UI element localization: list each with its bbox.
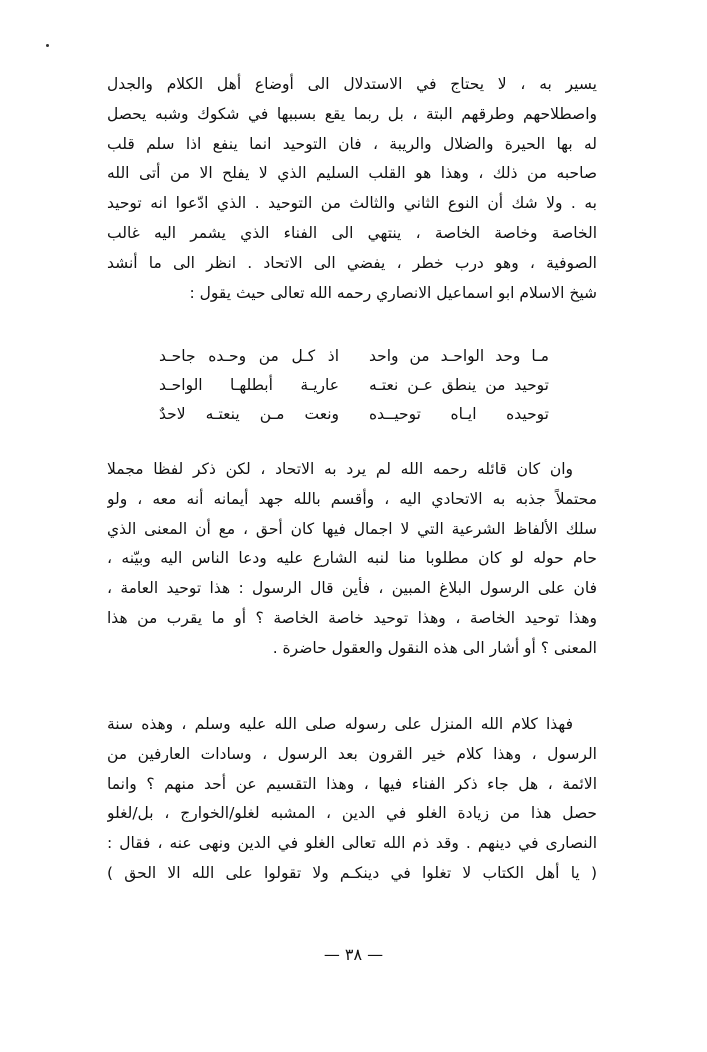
text-line: ( يا أهل الكتاب لا تغلوا في دينكـم ولا تقولوا على الله الا الحق ) [107,863,597,882]
text-line: فان على الرسول البلاغ المبين ، فأين قال الرسول : هذا توحيد العامة ، [107,579,597,598]
page-speck [46,44,49,47]
text-line: حام حوله لو كان مطلوبا منا لنبه الشارع عليه ودعا الناس اليه وبيّنه ، [107,549,597,568]
text-line: محتملاً جذبه به الاتحادي اليه ، وأقسم بالله جهد أيمانه أنه معه ، ولو [107,489,597,508]
text-line: له بها الحيرة والضلال والريبة ، فان التوحيد انما ينفع اذا سلم قلب [107,134,597,153]
verse-first-hemistich: مـا وحد الواحـد من واحد [369,347,549,365]
verse-row [159,371,549,400]
verse-second-hemistich: عاريـة أبطلهـا الواحـد [159,376,339,394]
text-line: سلك الألفاظ الشرعية التي لا اجمال فيها كان أحق ، مع أن المعنى الذي [107,519,597,538]
text-line: واصطلاحهم وطرقهم البتة ، بل ربما يقع بسببها في شكوك وشبه يحصل [107,104,597,123]
text-line: حصل هذا من زيادة الغلو في الدين ، المشبه لغلو/الخوارج ، بل/لغلو [107,804,597,823]
text-line: صاحبه من ذلك ، وهذا هو القلب السليم الذي لا يفلح الا من أتى الله [107,164,597,183]
text-line: المعنى ؟ أو أشار الى هذه النقول والعقول حاضرة . [272,638,597,657]
text-line: وهذا توحيد الخاصة ، وهذا توحيد خاصة الخاصة ؟ أو ما يقرب من هذا [107,608,597,627]
verse-row [159,400,549,429]
text-line: شيخ الاسلام ابو اسماعيل الانصاري رحمه الله تعالى حيث يقول : [189,283,597,302]
text-line: وان كان قائله رحمه الله لم يرد به الاتحاد ، لكن ذكر لفظا مجملا [107,460,573,478]
poem-verses [159,342,549,429]
paragraph-2 [107,455,597,664]
paragraph-3 [107,710,597,889]
text-line: الصوفية ، وهو درب خطر ، يفضي الى الاتحاد . انظر الى ما أنشد [107,253,597,272]
text-line: الائمة ، هل جاء ذكر الفناء فيها ، وهذا التقسيم عن أحد منهم ؟ وانما [107,774,597,793]
verse-first-hemistich: توحيده ايـاه توحيــده [369,405,549,423]
text-line: النصارى في دينهم . وقد ذم الله تعالى الغلو في الدين ونهى عنه ، فقال : [107,834,597,853]
text-line: الرسول ، وهذا كلام خير القرون بعد الرسول ، وسادات العارفين من [107,744,597,763]
text-line: يسير به ، لا يحتاج في الاستدلال الى أوضاع أهل الكلام والجدل [107,75,597,93]
text-line: فهذا كلام الله المنزل على رسوله صلى الله عليه وسلم ، وهذه سنة [107,715,573,733]
verse-row [159,342,549,371]
text-line: الخاصة وخاصة الخاصة ، ينتهي الى الفناء الذي يشمر اليه غالب [107,223,597,242]
verse-first-hemistich: توحيد من ينطق عـن نعتـه [369,376,549,394]
page-number: — ٣٨ — [323,945,384,964]
verse-second-hemistich: اذ كـل من وحـده جاحـد [159,347,339,365]
verse-second-hemistich: ونعت مـن ينعتـه لاحدٌ [159,405,339,423]
paragraph-1 [107,70,597,308]
text-line: به . ولا شك أن النوع الثاني والثالث من التوحيد . الذي ادّعوا انه توحيد [107,194,597,213]
